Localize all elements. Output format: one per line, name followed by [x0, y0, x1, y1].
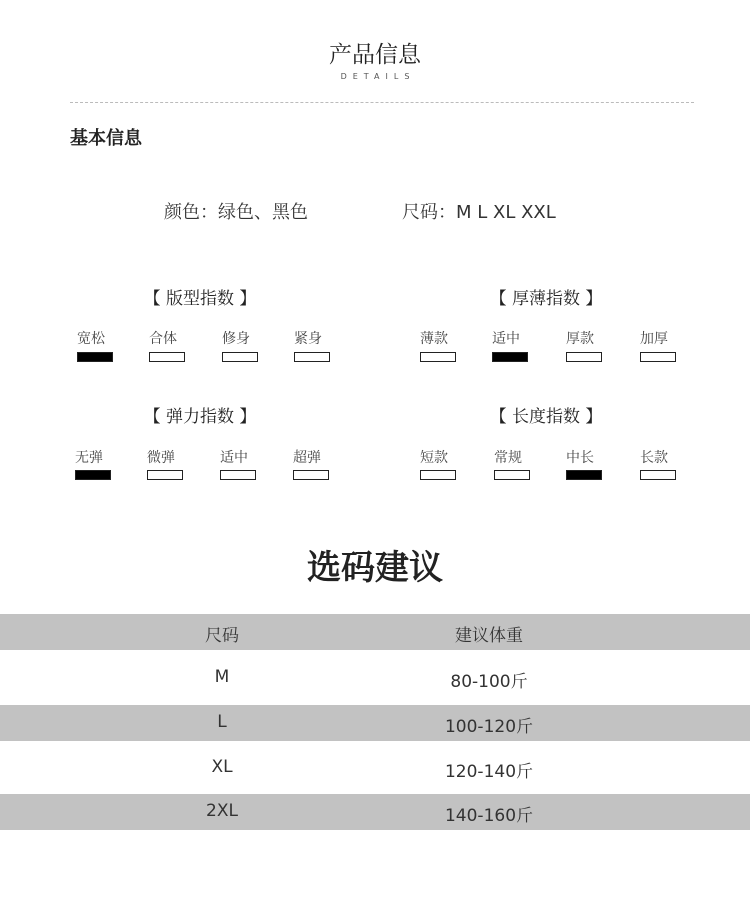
thickness-option-label: 加厚 — [640, 331, 668, 347]
table-row — [0, 650, 750, 705]
elasticity-option — [75, 447, 115, 467]
length-option-label: 短款 — [420, 450, 448, 466]
fit-option-label: 紧身 — [294, 331, 322, 347]
elasticity-option-indicator — [293, 470, 329, 480]
fit-index-title: 【 版型指数 】 — [143, 289, 257, 309]
length-option-indicator — [640, 470, 676, 480]
length-option — [566, 447, 606, 467]
thickness-option-label: 薄款 — [420, 331, 448, 347]
thickness-option — [420, 328, 460, 348]
fit-option — [77, 328, 117, 348]
thickness-option-indicator — [566, 352, 602, 362]
size-cell: L — [217, 712, 227, 732]
length-option-label: 长款 — [640, 450, 668, 466]
length-option-indicator — [494, 470, 530, 480]
elasticity-option-label: 适中 — [220, 450, 248, 466]
size-info: 尺码：M L XL XXL — [402, 202, 556, 223]
elasticity-option — [220, 447, 260, 467]
elasticity-option-indicator — [147, 470, 183, 480]
product-info-title: 产品信息 — [329, 42, 421, 68]
thickness-option-label: 适中 — [492, 331, 520, 347]
size-table — [0, 614, 750, 830]
weight-cell: 80-100斤 — [450, 672, 528, 692]
thickness-option-indicator — [640, 352, 676, 362]
table-row — [0, 794, 750, 830]
elasticity-index-title: 【 弹力指数 】 — [143, 407, 257, 427]
table-row — [0, 741, 750, 794]
basic-info-heading: 基本信息 — [70, 128, 142, 149]
elasticity-option — [147, 447, 187, 467]
length-option-indicator — [566, 470, 602, 480]
elasticity-option — [293, 447, 333, 467]
fit-option-indicator — [222, 352, 258, 362]
length-option — [420, 447, 460, 467]
elasticity-option-label: 微弹 — [147, 450, 175, 466]
elasticity-option-label: 无弹 — [75, 450, 103, 466]
length-index-title: 【 长度指数 】 — [489, 407, 603, 427]
thickness-option-label: 厚款 — [566, 331, 594, 347]
thickness-option — [566, 328, 606, 348]
size-recommendation-title: 选码建议 — [307, 548, 443, 588]
fit-option-label: 合体 — [149, 331, 177, 347]
table-header-row — [0, 614, 750, 650]
weight-cell: 100-120斤 — [444, 717, 534, 737]
header-weight: 建议体重 — [455, 626, 523, 646]
elasticity-option-indicator — [220, 470, 256, 480]
size-cell: M — [214, 667, 230, 687]
thickness-option-indicator — [420, 352, 456, 362]
thickness-option — [640, 328, 680, 348]
thickness-option-indicator — [492, 352, 528, 362]
weight-cell: 140-160斤 — [444, 806, 534, 826]
length-option-label: 中长 — [566, 450, 594, 466]
fit-option — [149, 328, 189, 348]
dashed-divider — [70, 102, 694, 103]
header-size: 尺码 — [205, 626, 239, 646]
length-option — [640, 447, 680, 467]
length-option-label: 常规 — [494, 450, 522, 466]
size-cell: XL — [211, 757, 233, 777]
fit-option-label: 宽松 — [77, 331, 105, 347]
length-option-indicator — [420, 470, 456, 480]
fit-option-indicator — [294, 352, 330, 362]
elasticity-option-label: 超弹 — [293, 450, 321, 466]
thickness-option — [492, 328, 532, 348]
details-subtitle: DETAILS — [340, 72, 416, 81]
fit-option-indicator — [77, 352, 113, 362]
elasticity-option-indicator — [75, 470, 111, 480]
color-info: 颜色：绿色、黑色 — [164, 202, 308, 223]
size-cell: 2XL — [206, 801, 238, 821]
table-row — [0, 705, 750, 741]
thickness-index-title: 【 厚薄指数 】 — [489, 289, 603, 309]
fit-option — [222, 328, 262, 348]
fit-option-label: 修身 — [222, 331, 250, 347]
length-option — [494, 447, 534, 467]
weight-cell: 120-140斤 — [444, 762, 534, 782]
fit-option — [294, 328, 334, 348]
fit-option-indicator — [149, 352, 185, 362]
